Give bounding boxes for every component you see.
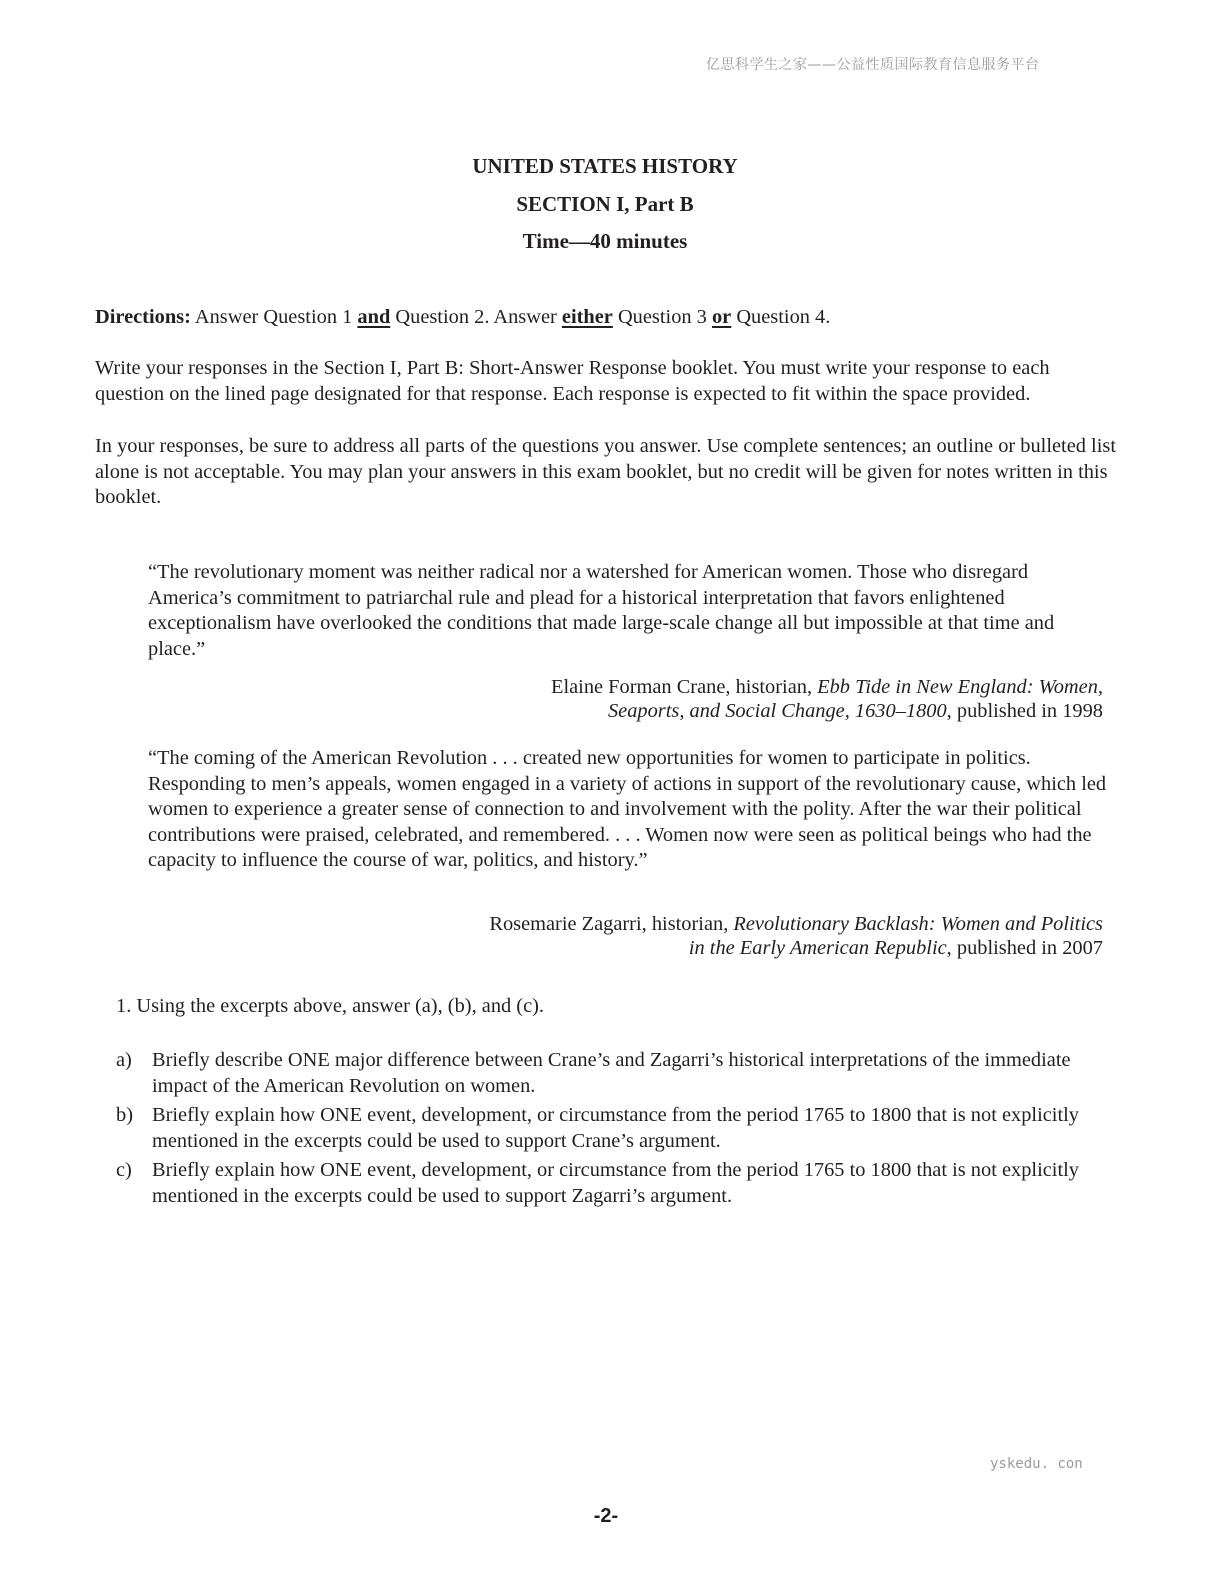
question-part-b	[116, 1103, 1096, 1154]
attribution-zagarri	[489, 912, 1103, 960]
attribution-work: in the Early American Republic	[688, 937, 947, 959]
directions-text-1: Answer Question 1	[190, 306, 358, 328]
directions-and: and	[357, 306, 391, 328]
question-part-c	[116, 1158, 1096, 1209]
directions-either: either	[561, 306, 613, 328]
attribution-published: , published in 1998	[946, 700, 1103, 722]
exam-title: UNITED STATES HISTORY	[472, 154, 738, 178]
part-letter: b)	[116, 1104, 133, 1126]
part-letter: a)	[116, 1049, 132, 1071]
directions-text-2: Question 2. Answer	[390, 306, 562, 328]
question-part-a	[116, 1048, 1096, 1099]
attribution-author: Rosemarie Zagarri, historian,	[489, 913, 734, 935]
time-limit: Time—40 minutes	[522, 229, 688, 253]
directions-or: or	[711, 306, 732, 328]
directions-label: Directions:	[95, 306, 191, 328]
attribution-published: , published in 2007	[946, 937, 1103, 959]
part-text: Briefly describe ONE major difference between Crane’s and Zagarri’s historical interpretations of the immediate impact of the American Revolution on women.	[152, 1049, 1071, 1097]
instructions-write: Write your responses in the Section I, Part B: Short-Answer Response booklet. You must write your response to each question on the lined page designated for that response. Each response is expected to fit within the space provided.	[95, 357, 1050, 405]
attribution-work: Seaports, and Social Change, 1630–1800	[607, 700, 947, 722]
watermark-top: 亿思科学生之家——公益性质国际教育信息服务平台	[706, 57, 1040, 73]
page-number: -2-	[593, 1505, 619, 1527]
attribution-crane	[551, 675, 1103, 723]
directions-text-4: Question 4.	[731, 306, 831, 328]
part-text: Briefly explain how ONE event, development, or circumstance from the period 1765 to 1800 that is not explicitly mentioned in the excerpts could be used to support Crane’s argument.	[152, 1104, 1079, 1152]
attribution-work: Revolutionary Backlash: Women and Politics	[733, 913, 1103, 935]
question-1: 1. Using the excerpts above, answer (a), (b), and (c).	[116, 995, 545, 1017]
attribution-work: Ebb Tide in New England: Women,	[817, 676, 1103, 698]
directions	[95, 305, 1120, 331]
part-text: Briefly explain how ONE event, development, or circumstance from the period 1765 to 1800 that is not explicitly mentioned in the excerpts could be used to support Zagarri’s argument.	[152, 1159, 1079, 1207]
instructions-responses: In your responses, be sure to address all parts of the questions you answer. Use complete sentences; an outline or bulleted list alone is not acceptable. You may plan your answers in this exam booklet, but no credit will be given for notes written in this booklet.	[95, 435, 1116, 509]
directions-text-3: Question 3	[612, 306, 712, 328]
excerpt-crane: “The revolutionary moment was neither radical nor a watershed for American women. Those who disregard America’s commitment to patriarchal rule and plead for a historical interpretation that favors enlightened exceptionalism have overlooked the conditions that made large-scale change all but impossible at that time and place.”	[148, 561, 1055, 660]
section-title: SECTION I, Part B	[516, 192, 694, 216]
watermark-bottom: yskedu. con	[990, 1456, 1083, 1472]
part-letter: c)	[116, 1159, 132, 1181]
excerpt-zagarri: “The coming of the American Revolution . . . created new opportunities for women to participate in politics. Responding to men’s appeals, women engaged in a variety of actions in support of the revolutionary cause, which led women to experience a greater sense of connection to and involvement with the polity. After the war their political contributions were praised, celebrated, and remembered. . . . Women now were seen as political beings who had the capacity to influence the course of war, politics, and history.”	[148, 747, 1107, 872]
attribution-author: Elaine Forman Crane, historian,	[551, 676, 818, 698]
